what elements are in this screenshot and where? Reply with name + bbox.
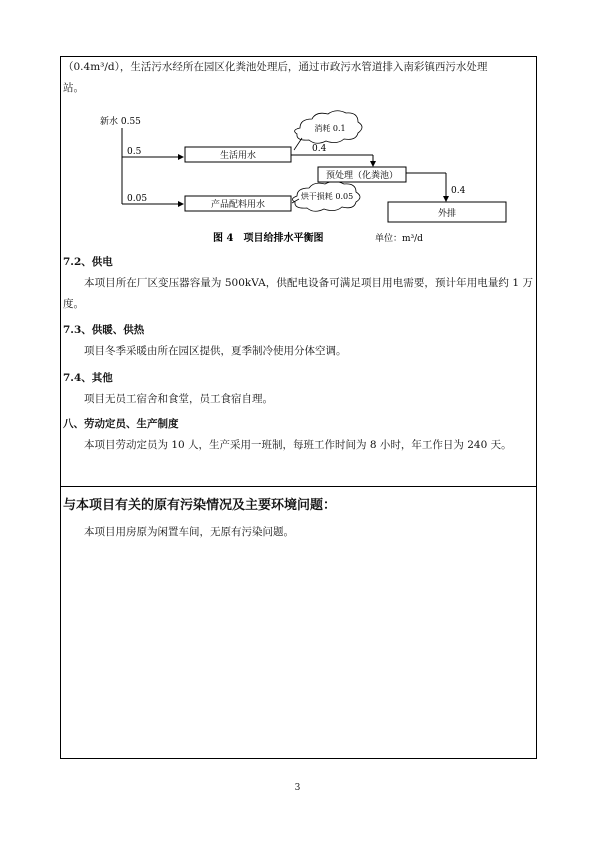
water-balance-diagram xyxy=(0,0,595,250)
intro-line-2: 站。 xyxy=(63,82,84,94)
box-product-label: 产品配料用水 xyxy=(210,200,266,210)
section-divider xyxy=(60,486,537,487)
paragraph-heating: 项目冬季采暖由所在园区提供，夏季制冷使用分体空调。 xyxy=(84,345,347,357)
flow-to-discharge-label: 0.4 xyxy=(451,186,466,196)
heading-heating: 7.3、供暖、供热 xyxy=(63,324,145,336)
paragraph-pollution: 本项目用房原为闲置车间，无原有污染问题。 xyxy=(84,526,294,538)
heading-power: 7.2、供电 xyxy=(63,256,113,268)
cloud-top-connector xyxy=(294,138,302,150)
paragraph-power: 本项目所在厂区变压器容量为 500kVA，供配电设备可满足项目用电需要，预计年用电量约 1 万度。 xyxy=(63,277,533,310)
box-domestic-label: 生活用水 xyxy=(219,151,257,161)
flow-to-pretreat-label: 0.4 xyxy=(312,144,327,154)
cloud-top-label: 消耗 0.1 xyxy=(314,124,346,133)
diagram-unit: 单位：m³/d xyxy=(375,234,423,244)
intro-line-1: （0.4m³/d），生活污水经所在园区化粪池处理后，通过市政污水管道排入南彩镇西污水处理 xyxy=(63,61,488,73)
diagram-caption: 图 4 项目给排水平衡图 xyxy=(213,233,324,244)
heading-pollution: 与本项目有关的原有污染情况及主要环境问题： xyxy=(63,498,337,513)
paragraph-labor: 本项目劳动定员为 10 人，生产采用一班制，每班工作时间为 8 小时，年工作日为 240 天。 xyxy=(84,439,512,451)
heading-labor: 八、劳动定员、生产制度 xyxy=(63,418,179,430)
heading-other: 7.4、其他 xyxy=(63,372,113,384)
cloud-bottom-label: 烘干损耗 0.05 xyxy=(300,192,354,201)
source-label: 新水 0.55 xyxy=(100,117,141,127)
box-pretreat-label: 预处理（化粪池） xyxy=(325,171,399,181)
box-discharge-label: 外排 xyxy=(437,209,457,219)
branch-top-label: 0.5 xyxy=(127,147,142,157)
paragraph-other: 项目无员工宿舍和食堂，员工食宿自理。 xyxy=(84,393,273,405)
branch-bottom-label: 0.05 xyxy=(127,194,148,204)
page-number: 3 xyxy=(294,783,301,793)
